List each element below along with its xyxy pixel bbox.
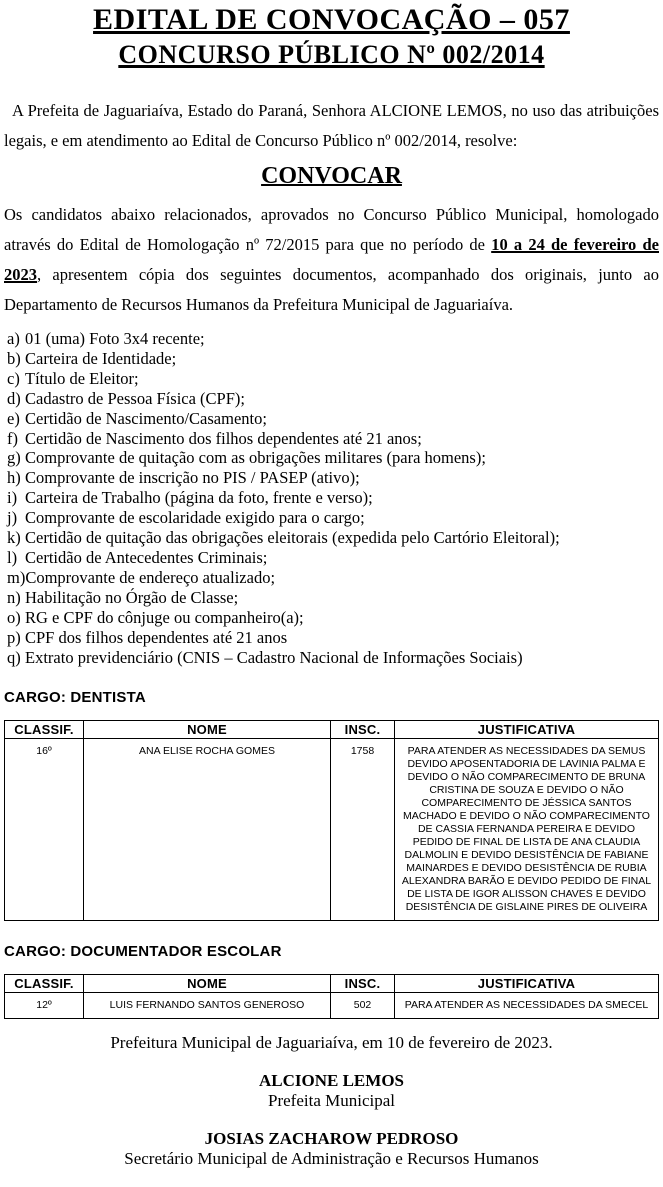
signature-role: Secretário Municipal de Administração e Recursos Humanos — [124, 1149, 539, 1169]
cargo-heading-documentador-escolar: CARGO: DOCUMENTADOR ESCOLAR — [4, 943, 282, 961]
document-title: EDITAL DE CONVOCAÇÃO – 057 — [93, 3, 570, 36]
list-item — [4, 588, 659, 608]
list-item — [4, 468, 659, 488]
list-item — [4, 568, 659, 588]
cargo-heading-dentista: CARGO: DENTISTA — [4, 689, 146, 707]
column-header-classif: CLASSIF. — [5, 975, 84, 993]
column-header-classif: CLASSIF. — [5, 721, 84, 739]
list-item-marker: k) — [7, 528, 21, 548]
cell-justificativa: PARA ATENDER AS NECESSIDADES DA SMECEL — [395, 993, 659, 1019]
cargo-section-dentista — [4, 689, 659, 921]
cargo-table-dentista — [4, 720, 659, 921]
list-item — [4, 369, 659, 389]
list-item — [4, 628, 659, 648]
list-item — [4, 488, 659, 508]
list-item-marker: f) — [7, 428, 18, 448]
cell-nome: LUIS FERNANDO SANTOS GENEROSO — [84, 993, 331, 1019]
list-item-text: Comprovante de inscrição no PIS / PASEP (ativo); — [25, 468, 360, 488]
list-item-text: 01 (uma) Foto 3x4 recente; — [25, 329, 205, 348]
list-item-marker: m) — [7, 567, 26, 587]
list-item-text: Título de Eleitor; — [25, 368, 139, 388]
table-header-row — [5, 975, 659, 993]
list-item-marker: g) — [7, 448, 21, 468]
list-item-marker: n) — [7, 587, 21, 607]
table-row — [5, 993, 659, 1019]
list-item-marker: j) — [7, 508, 18, 528]
list-item-text: CPF dos filhos dependentes até 21 anos — [25, 627, 288, 647]
table-header-row — [5, 721, 659, 739]
signature-name: JOSIAS ZACHAROW PEDROSO — [204, 1129, 459, 1149]
list-item-marker: o) — [7, 607, 21, 627]
column-header-nome: NOME — [84, 721, 331, 739]
cell-nome: ANA ELISE ROCHA GOMES — [84, 739, 331, 921]
list-item-text: Certidão de quitação das obrigações eleitorais (expedida pelo Cartório Eleitoral); — [25, 528, 560, 548]
document-subtitle: CONCURSO PÚBLICO Nº 002/2014 — [118, 40, 545, 69]
list-item — [4, 429, 659, 449]
list-item-marker: l) — [7, 547, 18, 567]
list-item — [4, 389, 659, 409]
cell-insc: 502 — [331, 993, 395, 1019]
cell-insc: 1758 — [331, 739, 395, 921]
list-item — [4, 329, 659, 349]
list-item-marker: e) — [7, 408, 20, 428]
list-item-text: Cadastro de Pessoa Física (CPF); — [25, 388, 245, 408]
date-line: Prefeitura Municipal de Jaguariaíva, em 10 de fevereiro de 2023. — [110, 1033, 553, 1053]
list-item — [4, 528, 659, 548]
list-item-text: Certidão de Antecedentes Criminais; — [25, 547, 268, 567]
list-item-text: Comprovante de escolaridade exigido para o cargo; — [25, 508, 365, 528]
cell-justificativa: PARA ATENDER AS NECESSIDADES DA SEMUS DEVIDO APOSENTADORIA DE LAVINIA PALMA E DEVIDO O NÃO COMPARECIMENTO DE BRUNA CRISTINA DE SOUZA E DEVIDO O NÃO COMPARECIMENTO DE JÉSSICA SANTOS MACHADO E DEVIDO O NÃO COMPARECIMENTO DE CASSIA FERNANDA PEREIRA E DEVIDO PEDIDO DE FINAL DE LISTA DE ANA CLAUDIA DALMOLIN E DEVIDO DESISTÊNCIA DE FABIANE MAINARDES E DEVIDO DESISTÊNCIA DE RUBIA ALEXANDRA BARÃO E DEVIDO PEDIDO DE FINAL DE LISTA DE IGOR ALISSON CHAVES E DEVIDO DESISTÊNCIA DE GISLAINE PIRES DE OLIVEIRA — [395, 739, 659, 921]
convocation-date-range: 10 a 24 de fevereiro de 2023 — [4, 235, 659, 284]
list-item — [4, 409, 659, 429]
intro-paragraph: A Prefeita de Jaguariaíva, Estado do Paraná, Senhora ALCIONE LEMOS, no uso das atribuições legais, e em atendimento ao Edital de Concurso Público nº 002/2014, resolve: — [4, 101, 659, 150]
signature-role: Prefeita Municipal — [268, 1091, 395, 1111]
list-item — [4, 508, 659, 528]
list-item-text: Certidão de Nascimento/Casamento; — [25, 408, 267, 428]
list-item — [4, 648, 659, 668]
signature-name: ALCIONE LEMOS — [259, 1071, 404, 1091]
convocation-text-before: Os candidatos abaixo relacionados, aprovados no Concurso Público Municipal, homologado através do Edital de Homologação nº 72/2015 para que no período de — [4, 205, 659, 254]
list-item-marker: d) — [7, 388, 21, 408]
list-item-text: Comprovante de endereço atualizado; — [25, 567, 276, 587]
document-footer — [4, 1033, 659, 1169]
column-header-justificativa: JUSTIFICATIVA — [395, 721, 659, 739]
list-item-text: RG e CPF do cônjuge ou companheiro(a); — [25, 607, 304, 627]
table-row — [5, 739, 659, 921]
list-item-marker: a) — [7, 329, 20, 348]
list-item-text: Comprovante de quitação com as obrigações militares (para homens); — [25, 448, 486, 468]
cell-classif: 12º — [5, 993, 84, 1019]
list-item-text: Habilitação no Órgão de Classe; — [25, 587, 239, 607]
column-header-justificativa: JUSTIFICATIVA — [395, 975, 659, 993]
list-item-marker: b) — [7, 348, 21, 368]
cargo-table-documentador-escolar — [4, 974, 659, 1019]
cell-classif: 16º — [5, 739, 84, 921]
list-item-marker: q) — [7, 647, 21, 667]
column-header-nome: NOME — [84, 975, 331, 993]
list-item-text: Carteira de Trabalho (página da foto, frente e verso); — [25, 488, 373, 508]
required-documents-list — [4, 329, 659, 667]
list-item — [4, 608, 659, 628]
list-item-marker: h) — [7, 468, 21, 488]
column-header-insc: INSC. — [331, 975, 395, 993]
list-item-marker: i) — [7, 488, 18, 508]
list-item — [4, 548, 659, 568]
convocar-heading: CONVOCAR — [261, 163, 402, 189]
convocation-paragraph — [4, 200, 659, 320]
list-item-marker: c) — [7, 368, 20, 388]
signature-block-prefeita — [4, 1071, 659, 1111]
signature-block-secretario — [4, 1129, 659, 1169]
list-item — [4, 448, 659, 468]
column-header-insc: INSC. — [331, 721, 395, 739]
list-item-text: Certidão de Nascimento dos filhos dependentes até 21 anos; — [25, 428, 422, 448]
list-item-text: Extrato previdenciário (CNIS – Cadastro Nacional de Informações Sociais) — [25, 647, 523, 667]
list-item-marker: p) — [7, 627, 21, 647]
cargo-section-documentador-escolar — [4, 943, 659, 1019]
convocation-text-after: , apresentem cópia dos seguintes documentos, acompanhado dos originais, junto ao Departamento de Recursos Humanos da Prefeitura Municipal de Jaguariaíva. — [4, 265, 659, 314]
list-item — [4, 349, 659, 369]
list-item-text: Carteira de Identidade; — [25, 348, 177, 368]
